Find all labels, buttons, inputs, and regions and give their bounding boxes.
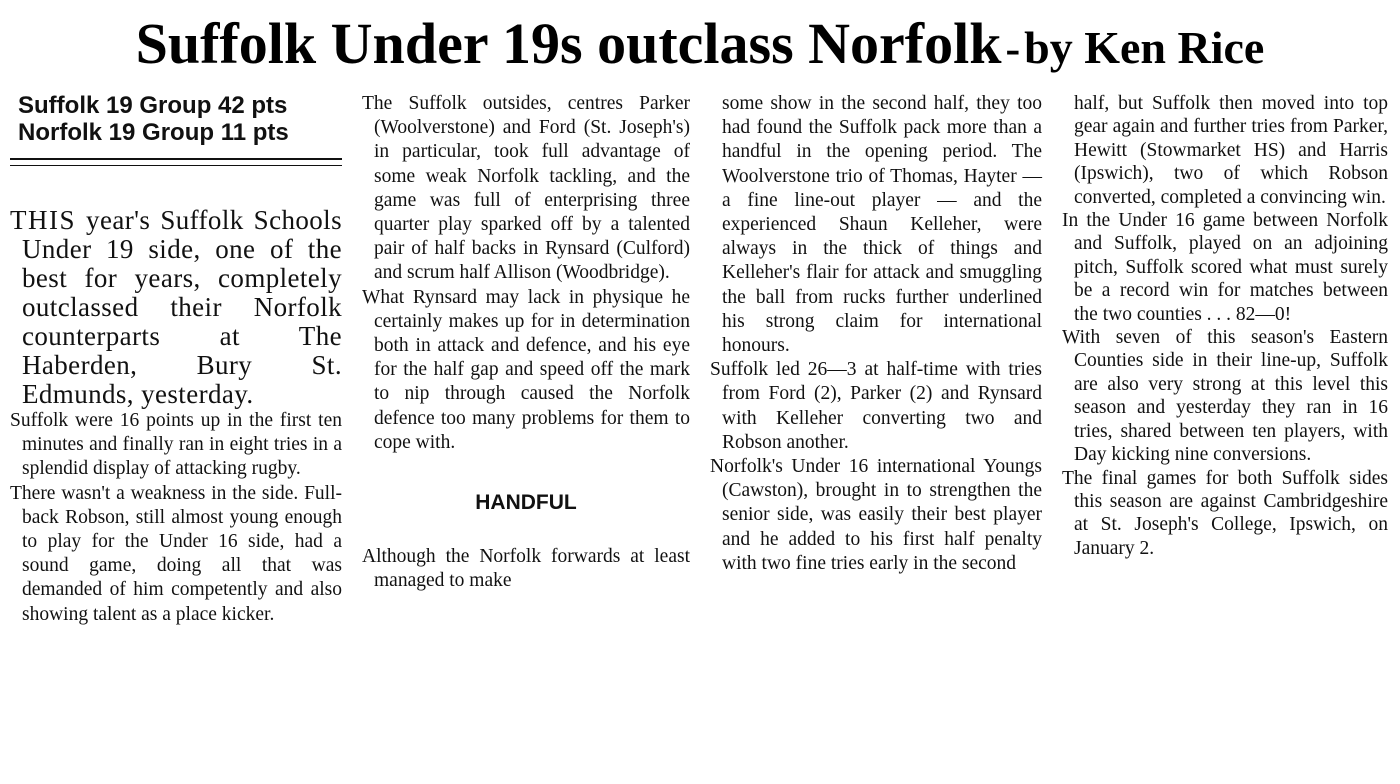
- score-norfolk: Norfolk 19 Group 11 pts: [18, 119, 289, 146]
- paragraph: With seven of this season's Eastern Counties side in their line-up, Suffolk are also very strong at this level this season and yesterday they ran in 16 tries, shared between ten players, with Day kicking nine conversions.: [1062, 327, 1388, 466]
- paragraph: What Rynsard may lack in physique he certainly makes up for in determination both in attack and defence, and his eye for the half gap and speed off the mark to nip through caused the Norfolk defence too many problems for them to cope with.: [362, 286, 690, 453]
- lead-caps: THIS: [10, 205, 76, 235]
- headline-separator: -: [1005, 24, 1021, 73]
- paragraph: The final games for both Suffolk sides this season are against Cambridgeshire at St. Joseph's College, Ipswich, on January 2.: [1062, 467, 1388, 559]
- paragraph: There wasn't a weakness in the side. Full-back Robson, still almost young enough to play for the Under 16 side, had a sound game, doing all that was demanded of him competently and also showing talent as a place kicker.: [10, 482, 342, 625]
- score-suffolk: Suffolk 19 Group 42 pts: [18, 92, 288, 119]
- paragraph: In the Under 16 game between Norfolk and Suffolk, played on an adjoining pitch, Suffolk scored what must surely be a record win for matches between the two counties . . . 82—0!: [1062, 210, 1388, 325]
- paragraph: some show in the second half, they too had found the Suffolk pack more than a handful in the opening period. The Woolverstone trio of Thomas, Hayter — a fine line-out player — and the experienced Shaun Kelleher, were always in the thick of things and Kelleher's flair for attack and smuggling the ball from rucks further underlined his strong claim for international honours.: [722, 93, 1042, 357]
- score-divider-thin: [10, 165, 342, 166]
- paragraph: The Suffolk outsides, centres Parker (Woolverstone) and Ford (St. Joseph's) in particular, took full advantage of some weak Norfolk tackling, and the game was full of enterprising three quarter play sparked off by a talented pair of half backs in Rynsard (Culford) and scrum half Allison (Woodbridge).: [362, 93, 690, 284]
- article-column-4: [1062, 92, 1388, 560]
- lead-text: year's Suffolk Schools Under 19 side, one of the best for years, completely outclassed their Norfolk counterparts at The Haberden, Bury St. Edmunds, yesterday.: [22, 205, 342, 409]
- paragraph: Suffolk were 16 points up in the first ten minutes and finally ran in eight tries in a splendid display of attacking rugby.: [10, 410, 342, 480]
- article-column-3: [710, 92, 1042, 576]
- headline-byline: by Ken Rice: [1024, 22, 1265, 73]
- article-column-1: [10, 92, 342, 627]
- paragraph: Norfolk's Under 16 international Youngs (Cawston), brought in to strengthen the senior side, was easily their best player and he added to his first half penalty with two fine tries early in the second: [710, 456, 1042, 574]
- article-column-2: [362, 92, 690, 593]
- subheading: HANDFUL: [475, 491, 577, 515]
- article-headline: [0, 6, 1400, 82]
- headline-title: Suffolk Under 19s outclass Norfolk: [135, 11, 1002, 76]
- lead-paragraph: [10, 206, 342, 409]
- score-divider: [10, 158, 342, 160]
- paragraph: Although the Norfolk forwards at least managed to make: [362, 546, 690, 592]
- paragraph: Suffolk led 26—3 at half-time with tries from Ford (2), Parker (2) and Rynsard with Kelleher converting two and Robson another.: [710, 359, 1042, 453]
- paragraph: half, but Suffolk then moved into top gear again and further tries from Parker, Hewitt (Stowmarket HS) and Harris (Ipswich), two of which Robson converted, completed a convincing win.: [1074, 93, 1388, 208]
